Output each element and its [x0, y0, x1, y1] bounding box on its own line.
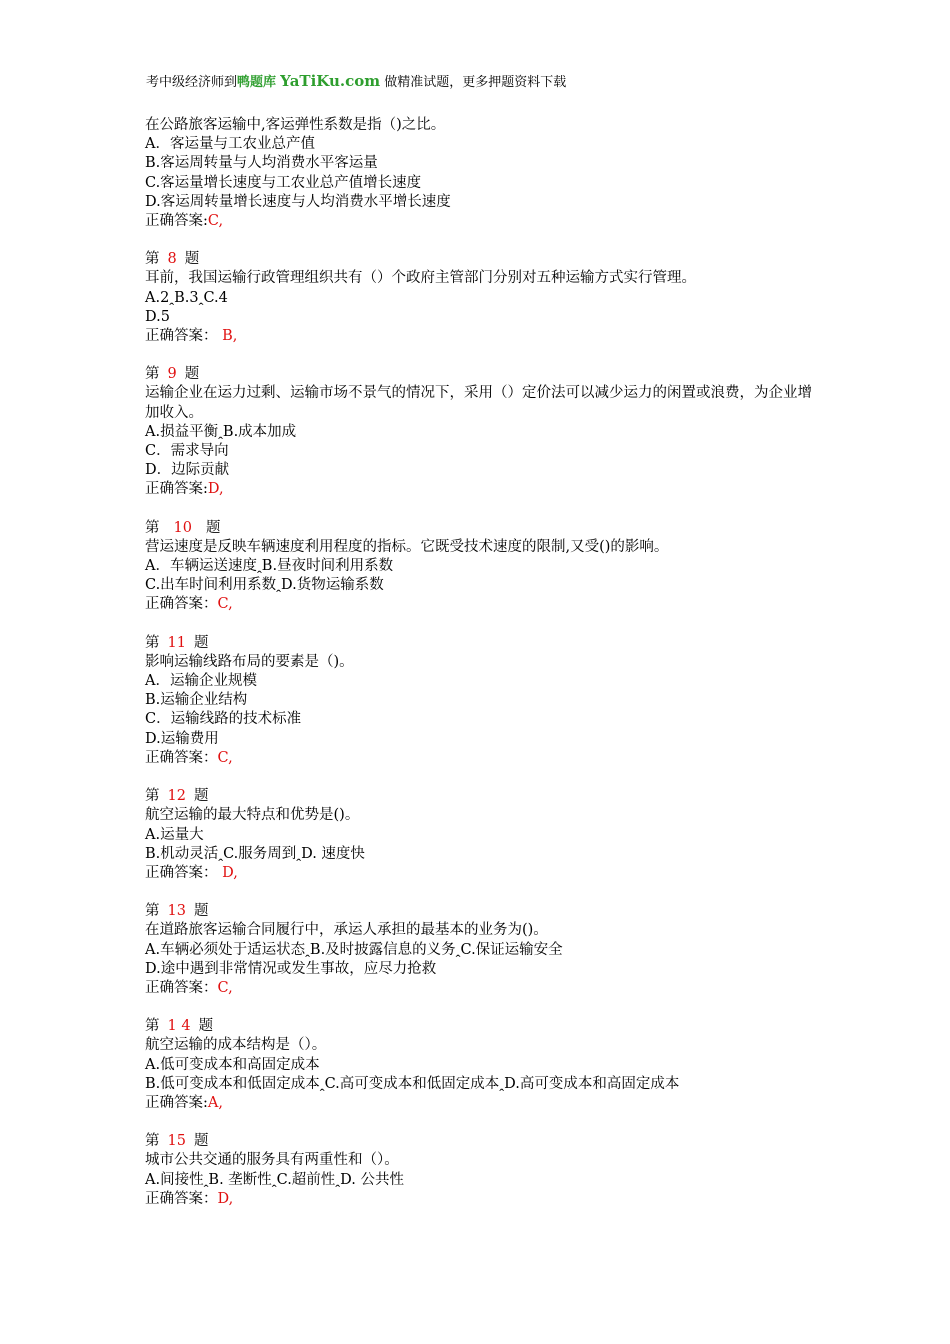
- answer-value: D,: [207, 481, 224, 498]
- question-8: [145, 250, 825, 346]
- answer-line: [145, 595, 825, 614]
- heading-prefix: 第: [145, 1018, 160, 1035]
- heading-prefix: 第: [145, 903, 160, 920]
- question-number: 8: [167, 251, 177, 268]
- answer-line: [145, 979, 825, 998]
- heading-suffix: 题: [193, 788, 209, 805]
- answer-value: A,: [207, 1094, 223, 1111]
- option: D．边际贡献: [145, 462, 230, 479]
- question-stem: 航空运输的最大特点和优势是()。: [145, 807, 360, 824]
- answer-value: D,: [217, 864, 238, 881]
- question-number: 1 4: [167, 1018, 191, 1035]
- question-stem: 耳前，我国运输行政管理组织共有（）个政府主管部门分别对五种运输方式实行管理。: [145, 270, 696, 287]
- question-11: [145, 634, 825, 768]
- answer-label: 正确答案:: [145, 1094, 208, 1111]
- page-header: [146, 71, 566, 90]
- answer-line: [145, 480, 825, 499]
- question-9: [145, 365, 825, 499]
- answer-label: 正确答案：: [145, 1190, 218, 1207]
- question-13: [145, 902, 825, 998]
- answer-line: [145, 749, 825, 768]
- answer-label: 正确答案：: [145, 749, 218, 766]
- question-heading: [145, 1017, 825, 1036]
- question-12: [145, 787, 825, 883]
- heading-suffix: 题: [193, 634, 209, 651]
- question-heading: [145, 787, 825, 806]
- answer-line: [145, 1094, 825, 1113]
- answer-label: 正确答案：: [145, 864, 218, 881]
- heading-suffix: 题: [205, 519, 221, 536]
- question-stem: 在公路旅客运输中,客运弹性系数是指（)之比。: [145, 117, 446, 133]
- option: A．车辆运送速度ꞈB.昼夜时间利用系数: [145, 558, 394, 575]
- answer-value: B,: [217, 328, 238, 345]
- question-stem: 城市公共交通的服务具有两重性和（）。: [145, 1152, 399, 1169]
- option: C．运输线路的技术标准: [145, 711, 302, 728]
- option: C．需求导向: [145, 443, 229, 460]
- option: A.损益平衡ꞈB.成本加成: [145, 423, 297, 440]
- option: B.低可变成本和低固定成本ꞈC.高可变成本和低固定成本ꞈD.高可变成本和高固定成本: [145, 1075, 680, 1092]
- answer-label: 正确答案:: [145, 481, 208, 498]
- question-stem: 影响运输线路布局的要素是（)。: [145, 653, 354, 670]
- option: D.运输费用: [145, 730, 219, 747]
- header-site-name[interactable]: 鸭题库: [237, 75, 277, 90]
- option: A.间接性ꞈB. 垄断性ꞈC.超前性ꞈD. 公共性: [145, 1171, 404, 1188]
- answer-line: [145, 327, 825, 346]
- heading-prefix: 第: [145, 788, 160, 805]
- question-number: 10: [173, 519, 192, 536]
- question-heading: [145, 902, 825, 921]
- answer-line: [145, 864, 825, 883]
- question-heading: [145, 1132, 825, 1151]
- heading-suffix: 题: [198, 1018, 214, 1035]
- option: A．客运量与工农业总产值: [145, 136, 315, 153]
- answer-line: [145, 212, 825, 231]
- question-number: 13: [167, 903, 186, 920]
- option: D.客运周转量增长速度与人均消费水平增长速度: [145, 193, 451, 210]
- question-heading: [145, 365, 825, 384]
- answer-line: [145, 1190, 825, 1209]
- heading-prefix: 第: [145, 366, 160, 383]
- question-heading: [145, 634, 825, 653]
- answer-value: C,: [217, 596, 233, 613]
- answer-value: C,: [217, 749, 233, 766]
- answer-value: C,: [207, 213, 224, 230]
- question-number: 12: [167, 788, 186, 805]
- option: A．运输企业规模: [145, 673, 257, 690]
- option: A.2ꞈB.3ꞈC.4: [145, 289, 228, 306]
- heading-prefix: 第: [145, 634, 160, 651]
- heading-prefix: 第: [145, 519, 160, 536]
- question-stem: 运输企业在运力过剩、运输市场不景气的情况下，采用（）定价法可以减少运力的闲置或浪费，为企业增加收入。: [145, 385, 812, 421]
- question-number: 15: [167, 1133, 186, 1150]
- question-stem: 航空运输的成本结构是（）。: [145, 1037, 327, 1054]
- header-brand-link[interactable]: YaTiKu.com: [280, 72, 381, 90]
- heading-suffix: 题: [193, 1133, 209, 1150]
- option: D.途中遇到非常情况或发生事故，应尽力抢救: [145, 960, 437, 977]
- option: A.运量大: [145, 826, 204, 843]
- header-suffix: 做精准试题，更多押题资料下载: [380, 75, 567, 90]
- heading-suffix: 题: [184, 251, 200, 268]
- option: C.客运量增长速度与工农业总产值增长速度: [145, 174, 422, 191]
- answer-label: 正确答案：: [145, 328, 218, 345]
- answer-label: 正确答案:: [145, 213, 208, 230]
- option: D.5: [145, 308, 170, 325]
- answer-value: D,: [217, 1190, 234, 1207]
- question-14: [145, 1017, 825, 1113]
- question-15: [145, 1132, 825, 1209]
- question-list: [145, 116, 825, 1209]
- question-7: [145, 116, 825, 231]
- option: B.客运周转量与人均消费水平客运量: [145, 155, 378, 172]
- question-heading: [145, 519, 825, 538]
- question-heading: [145, 250, 825, 269]
- answer-label: 正确答案：: [145, 596, 218, 613]
- answer-label: 正确答案：: [145, 979, 218, 996]
- heading-suffix: 题: [193, 903, 209, 920]
- heading-prefix: 第: [145, 251, 160, 268]
- heading-prefix: 第: [145, 1133, 160, 1150]
- answer-value: C,: [217, 979, 233, 996]
- question-stem: 营运速度是反映车辆速度利用程度的指标。它既受技术速度的限制,又受()的影响。: [145, 538, 669, 555]
- question-10: [145, 519, 825, 615]
- option: A.低可变成本和高固定成本: [145, 1056, 320, 1073]
- option: B.机动灵活ꞈC.服务周到ꞈD. 速度快: [145, 845, 365, 862]
- option: B.运输企业结构: [145, 692, 248, 709]
- question-number: 11: [167, 634, 186, 651]
- header-prefix: 考中级经济师到: [146, 75, 238, 90]
- question-number: 9: [167, 366, 177, 383]
- heading-suffix: 题: [184, 366, 200, 383]
- option: A.车辆必须处于适运状态ꞈB.及时披露信息的义务ꞈC.保证运输安全: [145, 941, 563, 958]
- question-stem: 在道路旅客运输合同履行中，承运人承担的最基本的业务为()。: [145, 922, 548, 939]
- option: C.出车时间利用系数ꞈD.货物运输系数: [145, 577, 384, 594]
